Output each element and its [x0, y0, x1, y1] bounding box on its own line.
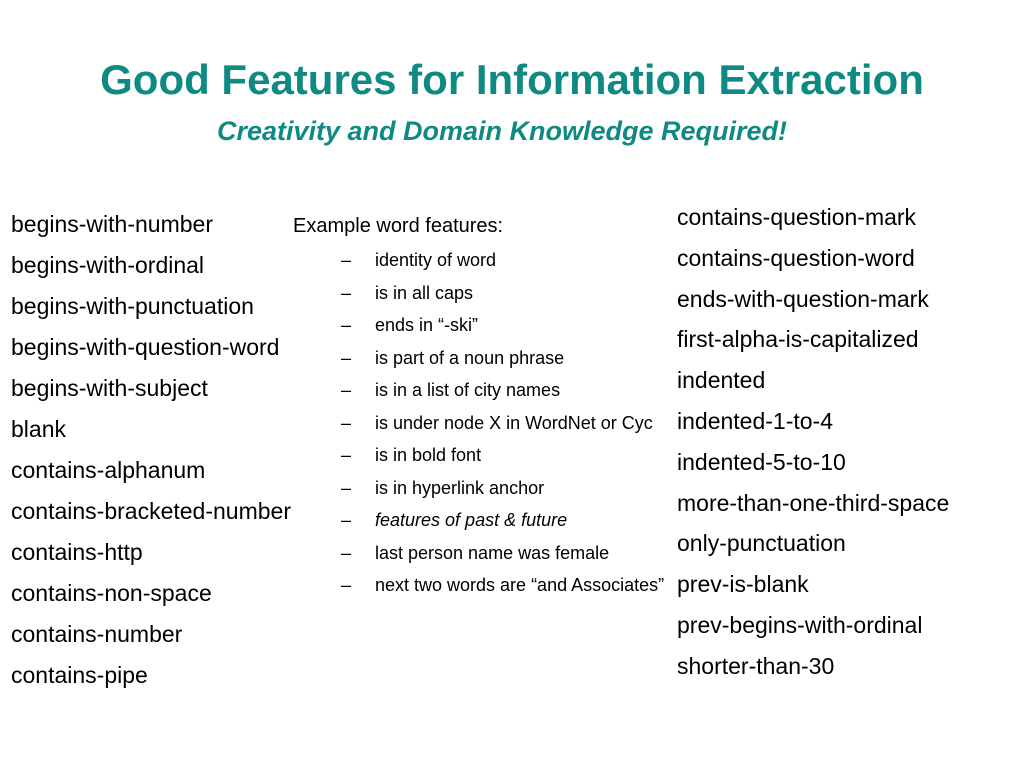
- dash-bullet: –: [341, 315, 352, 335]
- list-item: contains-non-space: [11, 580, 212, 606]
- dash-bullet: –: [341, 575, 352, 595]
- right-feature-list: [677, 204, 1022, 694]
- list-item-text: ends in “-ski”: [375, 315, 479, 335]
- list-item: begins-with-punctuation: [11, 293, 254, 319]
- list-item: contains-question-mark: [677, 204, 917, 230]
- list-item: indented-5-to-10: [677, 448, 846, 475]
- example-features-list: [293, 249, 688, 596]
- slide-title: Good Features for Information Extraction: [100, 56, 924, 103]
- list-item: begins-with-number: [11, 211, 213, 237]
- list-item: [293, 444, 680, 466]
- list-item: contains-http: [11, 539, 143, 565]
- list-item: [293, 542, 680, 564]
- dash-bullet: –: [341, 282, 352, 303]
- list-item: [293, 379, 680, 401]
- list-item-text: next two words are “and Associates”: [375, 575, 665, 595]
- list-item-text: identity of word: [375, 250, 497, 270]
- example-features-heading: Example word features:: [293, 215, 504, 237]
- list-item: [293, 509, 680, 531]
- list-item: contains-number: [11, 621, 183, 647]
- list-item-text: is part of a noun phrase: [375, 347, 565, 368]
- dash-bullet: –: [341, 412, 352, 433]
- dash-bullet: –: [341, 510, 352, 530]
- list-item: contains-bracketed-number: [11, 498, 291, 524]
- list-item: [293, 314, 680, 336]
- list-item: contains-alphanum: [11, 457, 206, 483]
- list-item: contains-pipe: [11, 662, 148, 688]
- list-item-text: features of past & future: [375, 510, 568, 530]
- example-word-features: [293, 213, 688, 607]
- dash-bullet: –: [341, 250, 352, 270]
- dash-bullet: –: [341, 347, 352, 368]
- list-item-text: is in a list of city names: [375, 380, 561, 400]
- list-item: indented: [677, 367, 766, 394]
- list-item: [293, 477, 680, 499]
- list-item: more-than-one-third-space: [677, 489, 950, 516]
- list-item: shorter-than-30: [677, 652, 835, 679]
- list-item: begins-with-subject: [11, 375, 208, 401]
- list-item: ends-with-question-mark: [677, 285, 929, 312]
- list-item: first-alpha-is-capitalized: [677, 326, 919, 353]
- list-item-text: last person name was female: [375, 542, 610, 563]
- slide-subtitle: Creativity and Domain Knowledge Required!: [216, 116, 788, 146]
- list-item: [293, 249, 680, 271]
- dash-bullet: –: [341, 477, 352, 498]
- list-item-text: is in bold font: [375, 445, 482, 465]
- list-item-text: is under node X in WordNet or Cyc: [375, 412, 653, 433]
- dash-bullet: –: [341, 380, 352, 400]
- list-item-text: is in all caps: [375, 282, 474, 303]
- list-item: begins-with-question-word: [11, 334, 280, 360]
- dash-bullet: –: [341, 542, 352, 563]
- list-item: [293, 347, 680, 369]
- list-item: prev-begins-with-ordinal: [677, 611, 923, 638]
- list-item: begins-with-ordinal: [11, 252, 205, 278]
- list-item: only-punctuation: [677, 530, 846, 557]
- list-item: [293, 412, 680, 434]
- list-item-text: is in hyperlink anchor: [375, 477, 545, 498]
- list-item: blank: [11, 416, 66, 442]
- list-item: contains-question-word: [677, 244, 915, 271]
- list-item: indented-1-to-4: [677, 407, 833, 434]
- list-item: [293, 282, 680, 304]
- dash-bullet: –: [341, 445, 352, 465]
- list-item: prev-is-blank: [677, 571, 809, 598]
- list-item: [293, 574, 680, 596]
